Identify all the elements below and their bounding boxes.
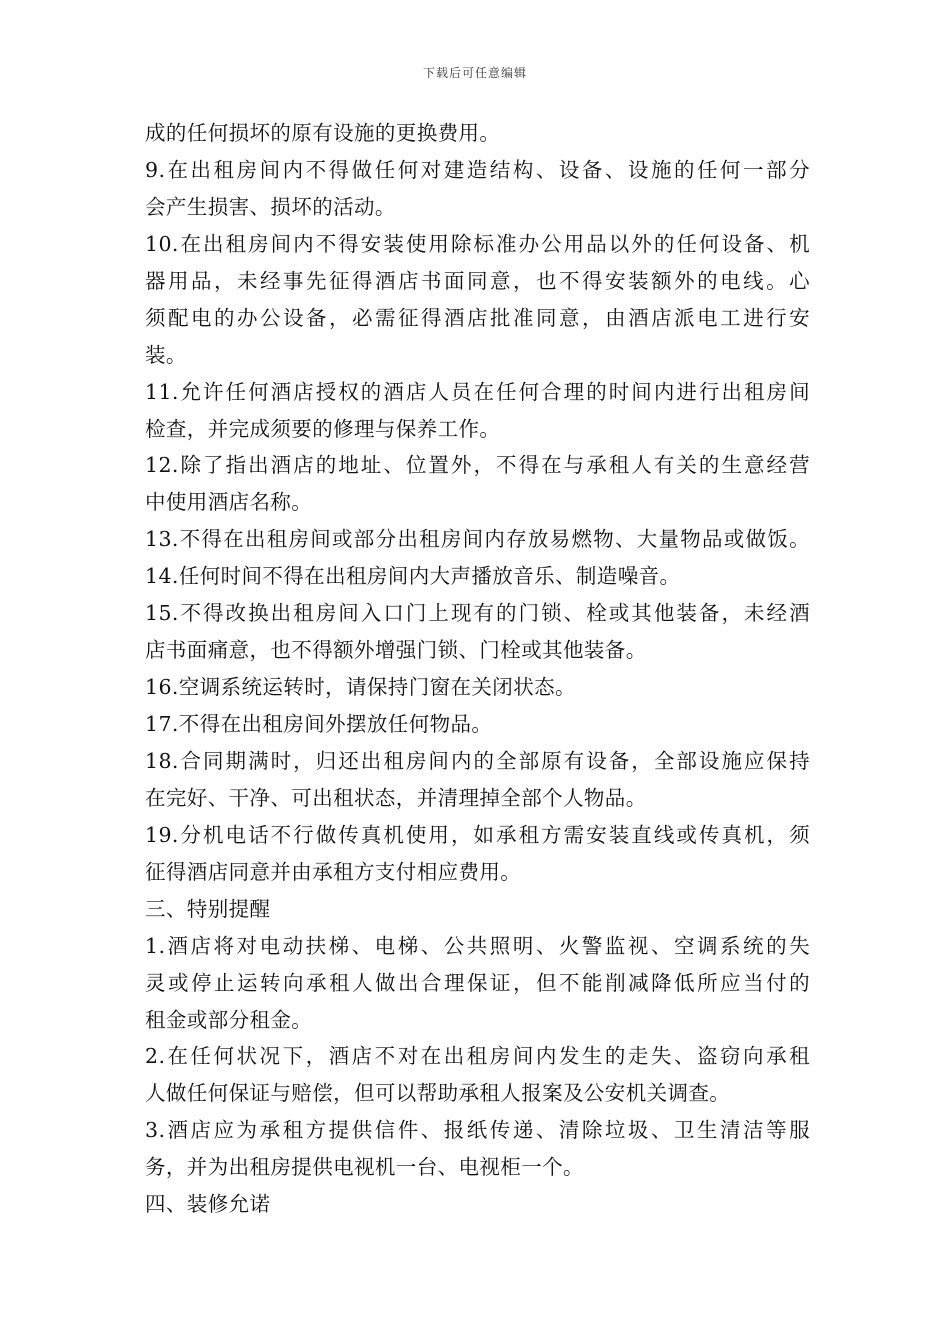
text-line: 14.任何时间不得在出租房间内大声播放音乐、制造噪音。 <box>145 564 681 589</box>
text-line: 征得酒店同意并由承租方支付相应费用。 <box>145 859 522 884</box>
text-line: 器用品，未经事先征得酒店书面同意，也不得安装额外的电线。心 <box>145 268 810 293</box>
text-line: 1.酒店将对电动扶梯、电梯、公共照明、火警监视、空调系统的失 <box>145 933 810 958</box>
text-line: 15.不得改换出租房间入口门上现有的门锁、栓或其他装备，未经酒 <box>145 601 810 626</box>
text-line: 装。 <box>145 342 187 367</box>
text-line: 16.空调系统运转时，请保持门窗在关闭状态。 <box>145 675 576 700</box>
text-line: 12.除了指出酒店的地址、位置外，不得在与承租人有关的生意经营 <box>145 453 810 478</box>
text-line: 10.在出租房间内不得安装使用除标准办公用品以外的任何设备、机 <box>145 231 810 256</box>
text-line: 店书面痛意，也不得额外增强门锁、门栓或其他装备。 <box>145 638 647 663</box>
text-line: 须配电的办公设备，必需征得酒店批准同意，由酒店派电工进行安 <box>145 305 810 330</box>
text-line: 成的任何损坏的原有设施的更换费用。 <box>145 121 501 145</box>
text-line: 3.酒店应为承租方提供信件、报纸传递、清除垃圾、卫生清洁等服 <box>145 1118 810 1143</box>
text-line: 务，并为出租房提供电视机一台、电视柜一个。 <box>145 1155 584 1180</box>
text-line: 11.允许任何酒店授权的酒店人员在任何合理的时间内进行出租房间 <box>145 379 810 404</box>
text-line: 检查，并完成须要的修理与保养工作。 <box>145 416 501 441</box>
text-line: 灵或停止运转向承租人做出合理保证，但不能削减降低所应当付的 <box>145 970 810 995</box>
text-line: 13.不得在出租房间或部分出租房间内存放易燃物、大量物品或做饭。 <box>145 527 810 552</box>
text-line: 人做任何保证与赔偿，但可以帮助承租人报案及公安机关调查。 <box>145 1081 731 1106</box>
text-line: 四、装修允诺 <box>145 1192 271 1217</box>
text-line: 17.不得在出租房间外摆放任何物品。 <box>145 712 493 736</box>
page-header: 下载后可任意编辑 <box>422 66 527 80</box>
text-line: 在完好、干净、可出租状态，并清理掉全部个人物品。 <box>145 785 647 810</box>
text-line: 会产生损害、损坏的活动。 <box>145 194 396 219</box>
text-line: 2.在任何状况下，酒店不对在出租房间内发生的走失、盗窃向承租 <box>145 1044 810 1069</box>
text-line: 三、特别提醒 <box>145 896 271 921</box>
text-line: 19.分机电话不行做传真机使用，如承租方需安装直线或传真机，须 <box>145 822 810 847</box>
document-body <box>145 115 810 1223</box>
text-line: 9.在出租房间内不得做任何对建造结构、设备、设施的任何一部分 <box>145 157 810 182</box>
text-line: 中使用酒店名称。 <box>145 490 313 515</box>
text-line: 租金或部分租金。 <box>145 1007 313 1032</box>
text-line: 18.合同期满时，归还出租房间内的全部原有设备，全部设施应保持 <box>145 748 810 773</box>
